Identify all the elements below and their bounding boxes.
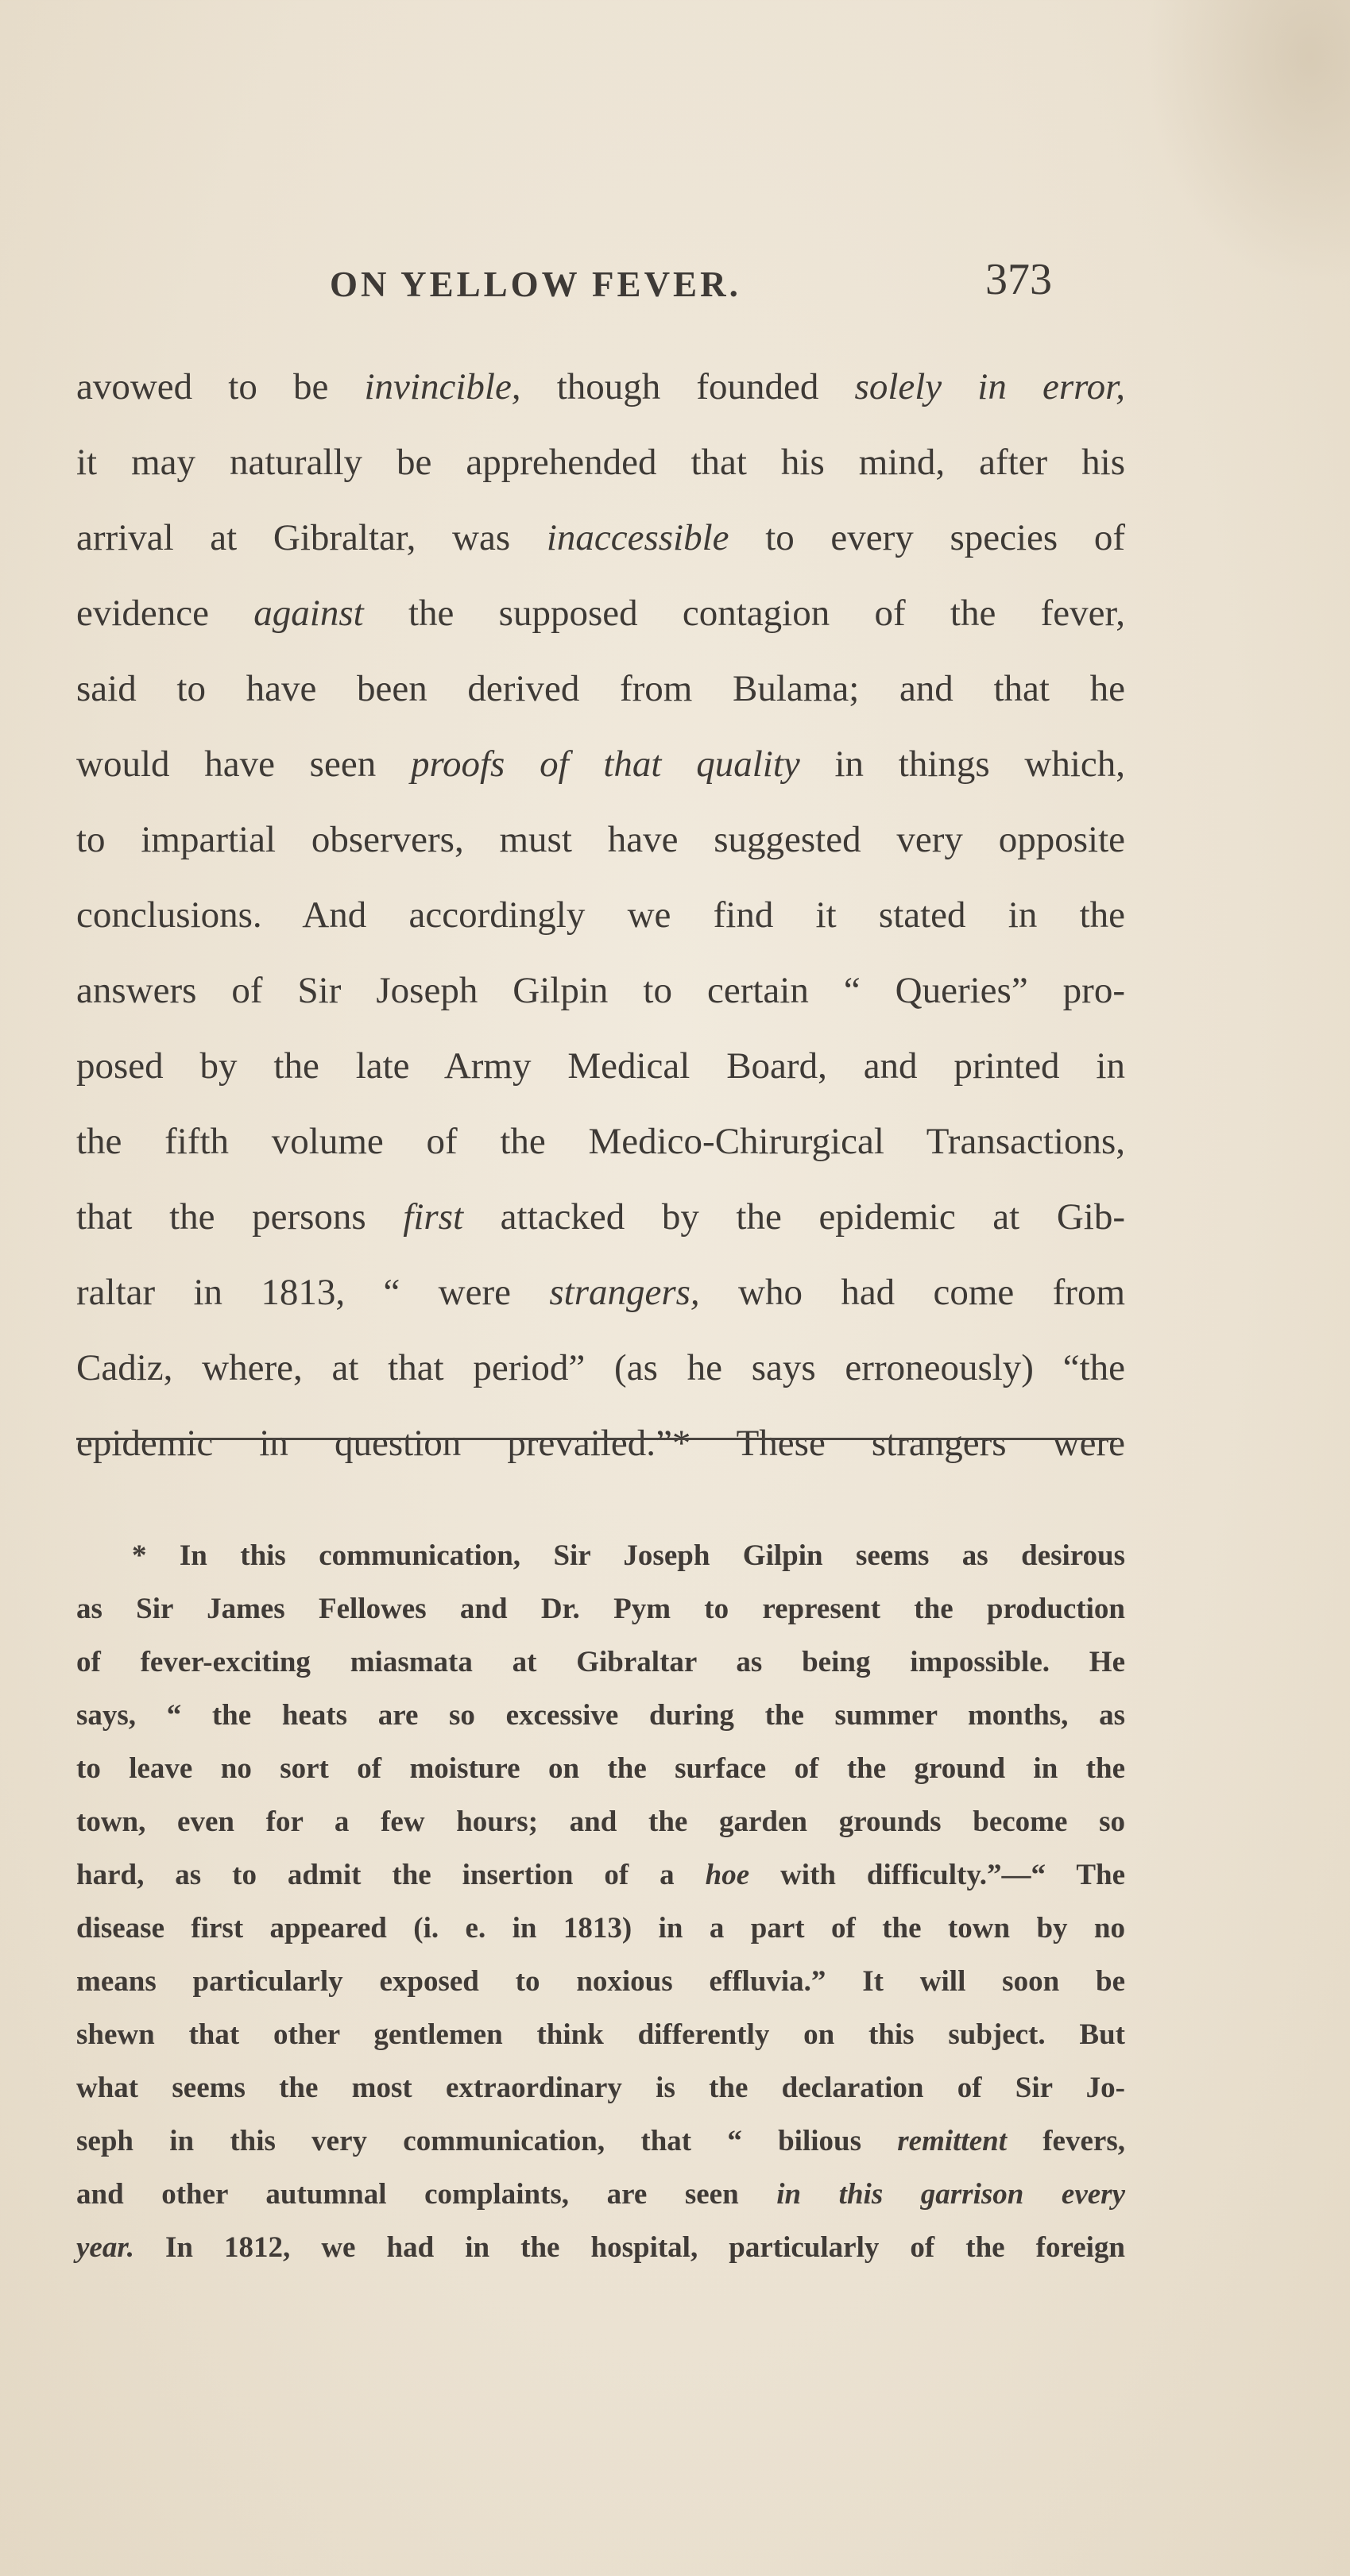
- footnote-line: [76, 1689, 1125, 1742]
- italic-text: invincible,: [364, 366, 521, 407]
- italic-text: first: [403, 1196, 464, 1238]
- text-segment: means particularly exposed to noxious effluvia.” It will soon be: [76, 1965, 1125, 1998]
- text-segment: town, even for a few hours; and the garden grounds become so: [76, 1806, 1125, 1838]
- text-segment: to leave no sort of moisture on the surface of the ground in the: [76, 1752, 1125, 1785]
- text-line: [76, 425, 1125, 500]
- running-title: ON YELLOW FEVER.: [330, 265, 741, 304]
- paper-stain: [1144, 0, 1350, 286]
- text-segment: answers of Sir Joseph Gilpin to certain “ Queries” pro-: [76, 970, 1125, 1011]
- footnote-line: [76, 2168, 1125, 2221]
- footnote: [76, 1529, 1125, 2274]
- italic-text: remittent: [897, 2125, 1007, 2157]
- page-number: 373: [985, 255, 1052, 304]
- text-segment: raltar in 1813, “ were: [76, 1272, 550, 1313]
- text-line: [76, 576, 1125, 651]
- text-segment: and other autumnal complaints, are seen: [76, 2178, 777, 2211]
- footnote-line: [76, 1848, 1125, 1902]
- text-line: [76, 1029, 1125, 1104]
- text-segment: * In this communication, Sir Joseph Gilpin seems as desirous: [132, 1539, 1125, 1572]
- text-line: [76, 1406, 1125, 1481]
- footnote-line: [76, 1582, 1125, 1636]
- italic-text: inaccessible: [546, 517, 729, 558]
- text-segment: fevers,: [1006, 2125, 1125, 2157]
- footnote-line: [76, 2008, 1125, 2061]
- text-segment: it may naturally be apprehended that his mind, after his: [76, 442, 1125, 483]
- text-line: [76, 1104, 1125, 1180]
- footnote-line: [76, 1742, 1125, 1795]
- text-segment: epidemic in question prevailed.”* These strangers were: [76, 1423, 1125, 1464]
- italic-text: year.: [76, 2231, 134, 2264]
- text-segment: though founded: [520, 366, 855, 407]
- text-segment: posed by the late Army Medical Board, and printed in: [76, 1045, 1125, 1087]
- text-line: [76, 878, 1125, 953]
- text-segment: with difficulty.”—“ The: [749, 1859, 1125, 1891]
- italic-text: strangers,: [549, 1272, 700, 1313]
- text-line: [76, 350, 1125, 425]
- text-segment: would have seen: [76, 743, 411, 785]
- text-segment: Cadiz, where, at that period” (as he says erroneously) “the: [76, 1347, 1125, 1388]
- text-segment: seph in this very communication, that “ bilious: [76, 2125, 898, 2157]
- text-segment: hard, as to admit the insertion of a: [76, 1859, 706, 1891]
- text-segment: In 1812, we had in the hospital, particularly of the foreign: [133, 2231, 1125, 2264]
- footnote-line: [76, 1955, 1125, 2008]
- text-segment: says, “ the heats are so excessive during the summer months, as: [76, 1699, 1125, 1732]
- text-segment: to every species of: [729, 517, 1125, 558]
- text-segment: said to have been derived from Bulama; and that he: [76, 668, 1125, 709]
- page-header: [79, 254, 1112, 326]
- text-segment: evidence: [76, 593, 254, 634]
- text-segment: what seems the most extraordinary is the declaration of Sir Jo-: [76, 2072, 1125, 2104]
- text-segment: as Sir James Fellowes and Dr. Pym to represent the production: [76, 1593, 1125, 1625]
- text-segment: shewn that other gentlemen think differently on this subject. But: [76, 2018, 1125, 2051]
- text-line: [76, 802, 1125, 878]
- text-segment: disease first appeared (i. e. in 1813) in a part of the town by no: [76, 1912, 1125, 1945]
- text-line: [76, 500, 1125, 576]
- text-line: [76, 1180, 1125, 1255]
- text-line: [76, 953, 1125, 1029]
- text-segment: who had come from: [699, 1272, 1125, 1313]
- text-line: [76, 651, 1125, 727]
- footnote-line: [76, 2061, 1125, 2114]
- footnote-line: [76, 1529, 1125, 1582]
- text-segment: avowed to be: [76, 366, 365, 407]
- italic-text: in this garrison every: [776, 2178, 1125, 2211]
- text-segment: arrival at Gibraltar, was: [76, 517, 547, 558]
- footnote-rule: [76, 1438, 1117, 1440]
- text-line: [76, 727, 1125, 802]
- italic-text: proofs of that quality: [410, 743, 800, 785]
- text-segment: in things which,: [799, 743, 1126, 785]
- text-segment: that the persons: [76, 1196, 404, 1238]
- text-segment: to impartial observers, must have suggested very opposite: [76, 819, 1125, 860]
- footnote-line: [76, 1902, 1125, 1955]
- text-segment: conclusions. And accordingly we find it stated in the: [76, 894, 1125, 936]
- text-line: [76, 1330, 1125, 1406]
- text-segment: the fifth volume of the Medico-Chirurgical Transactions,: [76, 1121, 1125, 1162]
- text-segment: of fever-exciting miasmata at Gibraltar as being impossible. He: [76, 1646, 1125, 1678]
- italic-text: hoe: [705, 1859, 750, 1891]
- main-text: [76, 350, 1125, 1481]
- footnote-line: [76, 2221, 1125, 2274]
- footnote-line: [76, 1795, 1125, 1848]
- text-segment: the supposed contagion of the fever,: [363, 593, 1125, 634]
- italic-text: solely in error,: [854, 366, 1126, 407]
- text-line: [76, 1255, 1125, 1330]
- text-segment: attacked by the epidemic at Gib-: [463, 1196, 1125, 1238]
- italic-text: against: [253, 593, 364, 634]
- footnote-line: [76, 1636, 1125, 1689]
- footnote-line: [76, 2114, 1125, 2168]
